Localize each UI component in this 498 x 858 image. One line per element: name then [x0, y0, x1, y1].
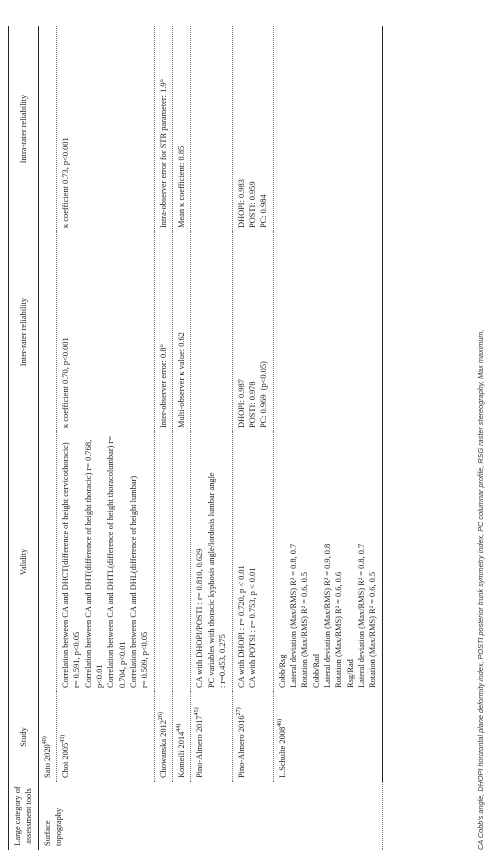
validity-cell: CA with DHOPI/POSTI : r= 0.810, 0.629 PC variables with thoracic kyphosis angle/lordosis lumbar angle : r=0.453, 0.275 [191, 432, 232, 692]
table-body [38, 26, 382, 850]
study-cell: Sato 2020$^{40)}$ [38, 692, 56, 782]
table-row [57, 26, 155, 850]
table-row [191, 26, 232, 850]
inter-rater-cell: Multi-observer κ value: 0.62 [173, 232, 191, 432]
validity-cell: CA with DHOPI : r= 0.720, p < 0.01 CA with POTSI : r= 0.753, p < 0.01 [232, 432, 273, 692]
intra-rater-cell [38, 26, 56, 232]
study-cell: Pino-Almero 2017$^{45)}$ [191, 692, 232, 782]
inter-rater-cell: Inter-observer error: 0.8° [154, 232, 172, 432]
abbreviation-footnote: CA Cobb's angle, DHOPI horizontal plane deformity index, POSTI posterior trunk symmetry index, PC columnar profile, RSG raster stereography, Max maximum, [476, 329, 485, 850]
intra-rater-cell: DHOPI: 0.983 POSTI: 0.959 PC: 0.984 [232, 26, 273, 232]
study-cell: Pino-Almero 2016$^{27)}$ [232, 692, 273, 782]
validity-cell: Cobb/Rsg Lateral deviation (Max/RMS) R² = 0.8, 0.7 Rotation (Max/RMS) R² = 0.6, 0.5 Cobb/Rad Lateral deviation (Max/RMS) R² = 0.9, 0.8 Rotation (Max/RMS) R² = 0.6, 0.6 Rsg/Rad Lateral deviation (Max/RMS) R² = 0.8, 0.7 Rotation (Max/RMS) R² = 0.6, 0.5 [273, 432, 382, 692]
validity-reliability-table [8, 26, 383, 850]
inter-rater-cell: DHOPI: 0.987 POSTI: 0.978 PC: 0.969 (p<0.05) [232, 232, 273, 432]
inter-rater-cell [38, 232, 56, 432]
validity-cell [154, 432, 172, 692]
header-inter-rater: Inter-rater reliability [9, 232, 39, 432]
table-row [38, 26, 56, 850]
study-cell: Choi 2005$^{43)}$ [57, 692, 155, 782]
header-category: Large category of assessment tools [9, 782, 39, 850]
table-row [232, 26, 273, 850]
header-row [9, 26, 39, 850]
header-study: Study [9, 692, 39, 782]
inter-rater-cell [273, 232, 382, 432]
table-row [173, 26, 191, 850]
intra-rater-cell [191, 26, 232, 232]
study-cell: Chowanska 2012$^{26)}$ [154, 692, 172, 782]
table-row [273, 26, 382, 850]
intra-rater-cell: κ coefficient 0.73, p<0.001 [57, 26, 155, 232]
header-intra-rater: Intra-rater reliability [9, 26, 39, 232]
study-cell: L.Schulte 2008$^{46)}$ [273, 692, 382, 782]
header-validity: Validity [9, 432, 39, 692]
intra-rater-cell: Mean κ coefficient: 0.85 [173, 26, 191, 232]
validity-cell [173, 432, 191, 692]
intra-rater-cell: Intra-observer error for STR parameter: 1.9° [154, 26, 172, 232]
intra-rater-cell [273, 26, 382, 232]
table-row [154, 26, 172, 850]
inter-rater-cell [191, 232, 232, 432]
category-cell: Surface topography [38, 782, 382, 850]
study-cell: Komeili 2014$^{44)}$ [173, 692, 191, 782]
validity-cell [38, 432, 56, 692]
inter-rater-cell: κ coefficient 0.70, p<0.001 [57, 232, 155, 432]
validity-cell: Correlation between CA and DHCT(difference of height cervicothoracic) r= 0.591, p<0.05 Correlation between CA and DHT(difference of height thoracic) r= 0.768, p<0.01 Correlation between CA and DHTL(difference of height thoracolumbar) r= 0.704, p<0.01 Correlation between CA and DHL(difference of height lumbar) r= 0.509, p<0.05 [57, 432, 155, 692]
